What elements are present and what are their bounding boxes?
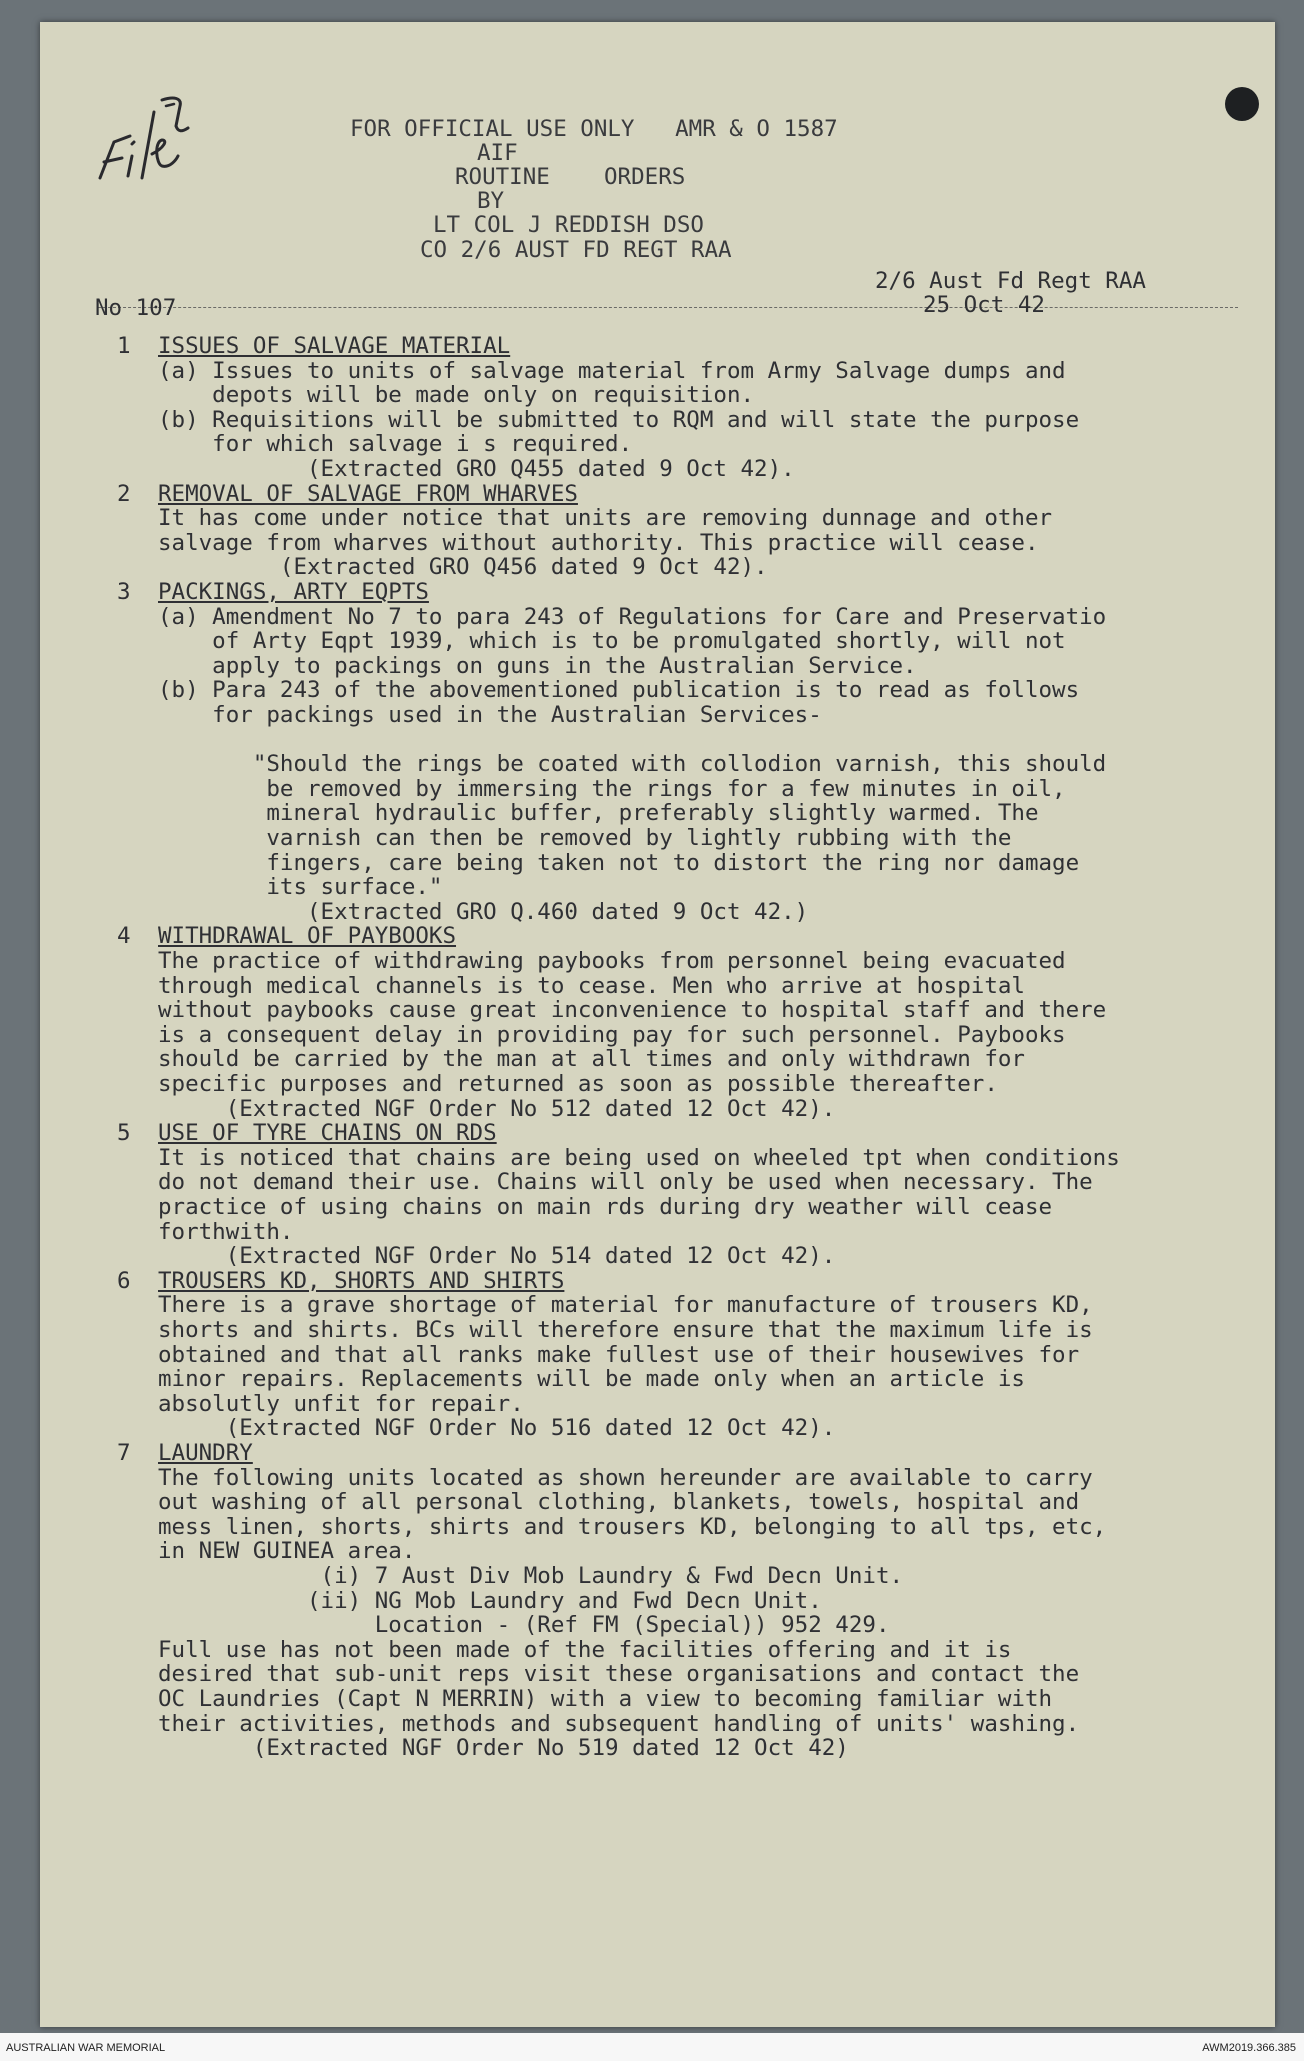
section-line: in NEW GUINEA area.	[158, 1538, 416, 1565]
section-line: is a consequent delay in providing pay for such personnel. Paybooks	[158, 1021, 1066, 1048]
section-number: 7	[117, 1440, 131, 1466]
section-line: for packings used in the Australian Services-	[158, 702, 822, 728]
section-line: (i) 7 Aust Div Mob Laundry & Fwd Decn Unit.	[158, 1563, 904, 1589]
document-page	[40, 22, 1275, 2027]
section-line: practice of using chains on main rds during dry weather will cease	[158, 1194, 1053, 1220]
section-line: (ii) NG Mob Laundry and Fwd Decn Unit.	[158, 1587, 822, 1614]
section-line: be removed by immersing the rings for a few minutes in oil,	[158, 775, 1066, 802]
section-line: through medical channels is to cease. Men who arrive at hospital	[158, 972, 1025, 999]
section-line: (Extracted NGF Order No 516 dated 12 Oct 42).	[158, 1415, 836, 1442]
section-title: USE OF TYRE CHAINS ON RDS	[158, 1120, 497, 1147]
section-line: fingers, care being taken not to distort the ring nor damage	[158, 849, 1080, 876]
section-line: varnish can then be removed by lightly rubbing with the	[158, 825, 1012, 851]
section-line: (b) Para 243 of the abovementioned publication is to read as follows	[158, 677, 1080, 704]
section-number: 1	[117, 333, 131, 359]
header-line-4: BY	[477, 188, 505, 214]
section-number: 4	[117, 923, 131, 950]
header-line-1: FOR OFFICIAL USE ONLY AMR & O 1587	[350, 116, 838, 142]
section-line: (Extracted NGF Order No 514 dated 12 Oct 42).	[158, 1243, 836, 1270]
section-line: without paybooks cause great inconvenience to hospital staff and there	[158, 997, 1107, 1024]
section-number: 3	[117, 579, 131, 605]
section-title: LAUNDRY	[158, 1440, 253, 1466]
section-line: desired that sub-unit reps visit these organisations and contact the	[158, 1661, 1080, 1688]
order-date: 25 Oct 42	[923, 292, 1045, 318]
order-number: No 107	[95, 295, 177, 321]
section-line: (Extracted GRO Q456 dated 9 Oct 42).	[158, 554, 768, 581]
section-line: minor repairs. Replacements will be made only when an article is	[158, 1366, 1025, 1393]
section-line: shorts and shirts. BCs will therefore ensure that the maximum life is	[158, 1317, 1093, 1343]
section-line: absolutly unfit for repair.	[158, 1390, 524, 1417]
section-title: ISSUES OF SALVAGE MATERIAL	[158, 333, 511, 359]
footer-bar	[0, 2033, 1304, 2061]
section-line: It has come under notice that units are removing dunnage and other	[158, 505, 1053, 532]
section-line: The practice of withdrawing paybooks from personnel being evacuated	[158, 948, 1066, 974]
section-line: The following units located as shown hereunder are available to carry	[158, 1464, 1093, 1491]
header-line-6: CO 2/6 AUST FD REGT RAA	[420, 237, 732, 263]
section-line: (Extracted GRO Q455 dated 9 Oct 42).	[158, 456, 795, 482]
section-line: forthwith.	[158, 1218, 294, 1245]
section-line: Location - (Ref FM (Special)) 952 429.	[158, 1612, 890, 1639]
section-line: There is a grave shortage of material for manufacture of trousers KD,	[158, 1292, 1093, 1319]
section-line: of Arty Eqpt 1939, which is to be promulgated shortly, will not	[158, 628, 1066, 655]
section-line: (a) Issues to units of salvage material from Army Salvage dumps and	[158, 357, 1066, 384]
section-line: mineral hydraulic buffer, preferably slightly warmed. The	[158, 800, 1039, 827]
section-line: (Extracted NGF Order No 512 dated 12 Oct 42).	[158, 1095, 836, 1122]
header-line-5: LT COL J REDDISH DSO	[433, 212, 704, 238]
section-line: should be carried by the man at all times and only withdrawn for	[158, 1046, 1025, 1073]
section-title: WITHDRAWAL OF PAYBOOKS	[158, 923, 457, 950]
section-line: (b) Requisitions will be submitted to RQM and will state the purpose	[158, 406, 1080, 433]
footer-right: AWM2019.366.385	[1202, 2042, 1296, 2054]
section-line: depots will be made only on requisition.	[158, 382, 755, 409]
section-line: its surface."	[158, 874, 443, 901]
section-line: obtained and that all ranks make fullest use of their housewives for	[158, 1341, 1080, 1368]
section-number: 2	[117, 480, 131, 507]
section-line: mess linen, shorts, shirts and trousers KD, belonging to all tps, etc,	[158, 1513, 1107, 1540]
section-line: It is noticed that chains are being used on wheeled tpt when conditions	[158, 1144, 1120, 1171]
section-title: TROUSERS KD, SHORTS AND SHIRTS	[158, 1267, 565, 1294]
unit-line: 2/6 Aust Fd Regt RAA	[875, 268, 1146, 294]
header-line-3: ROUTINE ORDERS	[455, 164, 686, 190]
header-line-2: AIF	[477, 140, 518, 166]
section-line: apply to packings on guns in the Australian Service.	[158, 652, 917, 679]
section-line: (Extracted NGF Order No 519 dated 12 Oct 42)	[158, 1735, 849, 1762]
section-line: for which salvage i s required.	[158, 431, 633, 458]
section-line: out washing of all personal clothing, blankets, towels, hospital and	[158, 1489, 1080, 1516]
section-line: specific purposes and returned as soon as possible thereafter.	[158, 1071, 998, 1097]
section-title: PACKINGS, ARTY EQPTS	[158, 579, 429, 605]
section-title: REMOVAL OF SALVAGE FROM WHARVES	[158, 480, 578, 507]
section-line: Full use has not been made of the facilities offering and it is	[158, 1636, 1012, 1663]
section-number: 6	[117, 1267, 131, 1294]
document-text	[40, 22, 1275, 2027]
section-line: their activities, methods and subsequent handling of units' washing.	[158, 1710, 1080, 1737]
section-line: do not demand their use. Chains will only be used when necessary. The	[158, 1169, 1093, 1196]
section-line: (Extracted GRO Q.460 dated 9 Oct 42.)	[158, 898, 809, 925]
section-line: OC Laundries (Capt N MERRIN) with a view to becoming familiar with	[158, 1686, 1053, 1712]
section-number: 5	[117, 1120, 131, 1147]
section-line: "Should the rings be coated with collodion varnish, this should	[158, 751, 1107, 778]
section-line: (a) Amendment No 7 to para 243 of Regulations for Care and Preservatio	[158, 603, 1107, 630]
footer-left: AUSTRALIAN WAR MEMORIAL	[6, 2042, 166, 2054]
section-line: salvage from wharves without authority. This practice will cease.	[158, 529, 1039, 556]
